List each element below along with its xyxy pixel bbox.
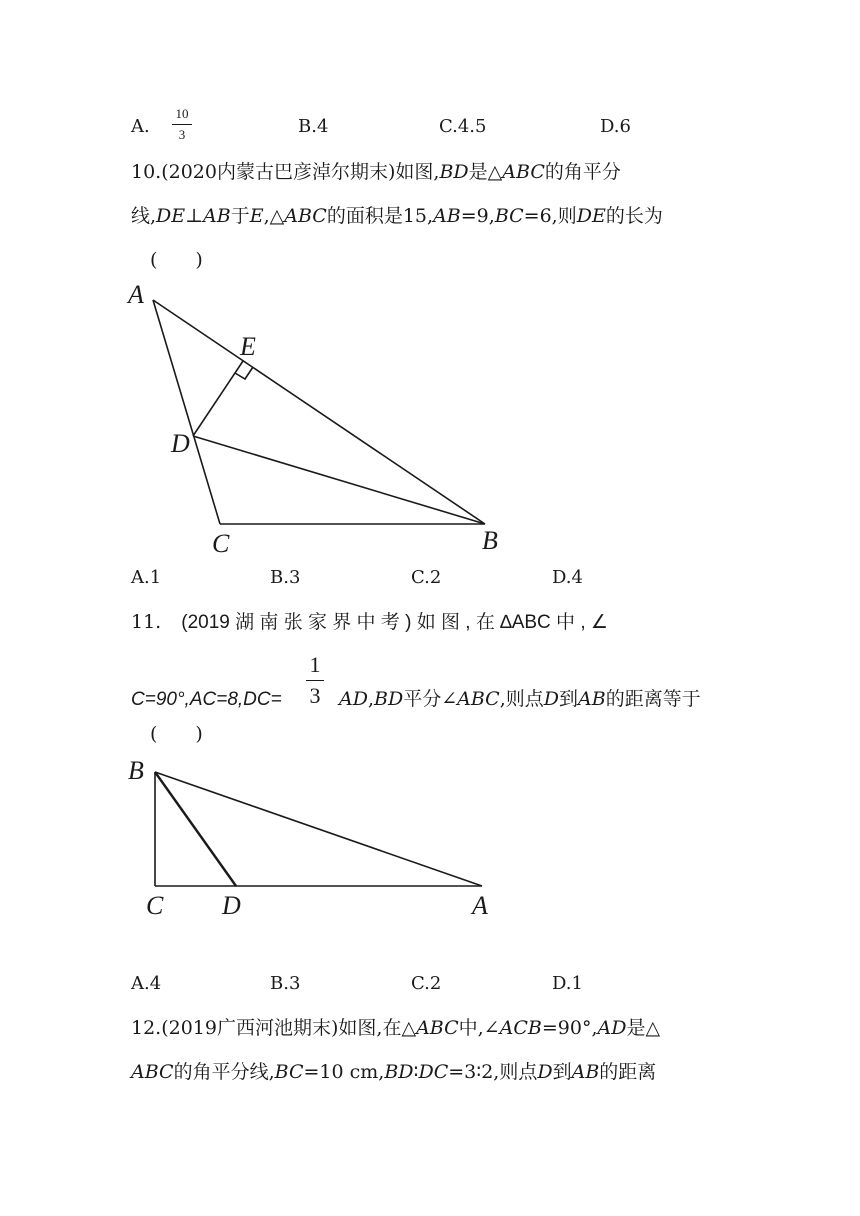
q12-var: ABC: [416, 1017, 459, 1039]
q9-option-c: C.4.5: [439, 116, 487, 137]
q12-text: =3∶2,则点: [448, 1061, 538, 1083]
q10-text: 是△: [468, 161, 503, 183]
q11-text: ,: [367, 688, 375, 710]
q10-var: ABC: [502, 161, 545, 183]
q12-var: DC: [418, 1061, 449, 1083]
q12-text: 是△: [626, 1017, 661, 1039]
q12-text: 如图,在△: [338, 1017, 417, 1039]
q10-text: 的角平分: [544, 161, 621, 183]
label-d: D: [171, 429, 190, 458]
label-a: A: [128, 280, 144, 309]
q11-text: 到: [559, 688, 579, 710]
q10-text: 的面积是15,: [326, 205, 434, 227]
label-d: D: [222, 891, 241, 920]
q12-line-1: [131, 1015, 660, 1041]
q12-var: AB: [571, 1061, 600, 1083]
q10-text: 如图,: [395, 161, 440, 183]
q10-text: =9,: [460, 205, 495, 227]
q11-option-d: D.1: [552, 973, 583, 994]
q11-text: 的距离等于: [605, 688, 701, 710]
fraction-numerator: 1: [309, 652, 321, 677]
q12-var: ABC: [131, 1061, 174, 1083]
q10-answer-paren: ( ): [150, 249, 203, 271]
q11-var: D: [543, 688, 559, 710]
q11-line-2-text: C=90°,AC=8,DC=: [131, 689, 282, 710]
q11-text: 平分∠: [403, 688, 458, 710]
label-b: B: [128, 756, 144, 785]
q12-text: 到: [552, 1061, 572, 1083]
label-b: B: [482, 526, 498, 555]
q10-var: E: [249, 205, 264, 227]
q10-text: ,△: [263, 205, 285, 227]
q10-var: DE: [156, 205, 186, 227]
fraction-denominator: 3: [309, 683, 321, 708]
q9-option-d: D.6: [600, 116, 631, 137]
q12-var: BD: [384, 1061, 414, 1083]
q9-option-b: B.4: [298, 116, 329, 137]
q11-line-1-text: (2019 湖 南 张 家 界 中 考 ) 如 图 , 在 ∆ABC 中 , ∠: [181, 612, 608, 633]
q10-text: =6,则: [523, 205, 577, 227]
label-c: C: [146, 891, 164, 920]
q10-var: AB: [433, 205, 461, 227]
q10-source: (2020内蒙古巴彦淖尔期末): [161, 161, 396, 183]
q10-option-d: D.4: [552, 567, 583, 588]
segment-bd: [155, 772, 236, 886]
label-c: C: [212, 529, 230, 558]
q11-option-c: C.2: [411, 973, 442, 994]
q10-text: 于: [230, 205, 250, 227]
q12-number: 12.: [131, 1017, 162, 1039]
fraction-numerator: 10: [175, 106, 189, 121]
segment-ba: [155, 772, 482, 886]
q9-option-a-label: A.: [131, 116, 150, 137]
q12-text: ∶: [413, 1061, 419, 1083]
q11-option-a: A.4: [131, 973, 162, 994]
q11-var: AB: [578, 688, 606, 710]
q10-option-c: C.2: [411, 567, 442, 588]
q11-var: ABC: [457, 688, 500, 710]
q10-option-a: A.1: [131, 567, 162, 588]
q12-text: 的角平分线,: [173, 1061, 275, 1083]
q10-text: 线,: [131, 205, 157, 227]
q10-option-b: B.3: [270, 567, 301, 588]
q10-var: BD: [439, 161, 469, 183]
q10-number: 10.: [131, 161, 162, 183]
q12-line-2: [131, 1059, 656, 1085]
q12-text: =90°,: [541, 1017, 598, 1039]
q11-var: AD: [339, 688, 368, 710]
q11-var: BD: [374, 688, 404, 710]
q11-answer-paren: ( ): [150, 723, 203, 745]
label-a: A: [472, 891, 488, 920]
q12-var: ACB: [499, 1017, 542, 1039]
q12-var: D: [537, 1061, 553, 1083]
q12-var: BC: [274, 1061, 304, 1083]
q12-text: 的距离: [599, 1061, 657, 1083]
q10-var: AB: [203, 205, 231, 227]
q12-var: AD: [597, 1017, 627, 1039]
q12-text: 中,∠: [458, 1017, 500, 1039]
q10-text: 的长为: [605, 205, 663, 227]
q11-option-b: B.3: [270, 973, 301, 994]
q10-text: ⊥: [185, 205, 204, 227]
q12-text: =10 cm,: [303, 1061, 385, 1083]
q10-var: BC: [494, 205, 524, 227]
q10-var: ABC: [284, 205, 327, 227]
label-e: E: [240, 332, 256, 361]
q10-var: DE: [576, 205, 606, 227]
q11-text: ,则点: [499, 688, 544, 710]
q11-number: 11.: [131, 611, 162, 633]
fraction-denominator: 3: [178, 127, 186, 142]
q12-source: (2019广西河池期末): [161, 1017, 339, 1039]
